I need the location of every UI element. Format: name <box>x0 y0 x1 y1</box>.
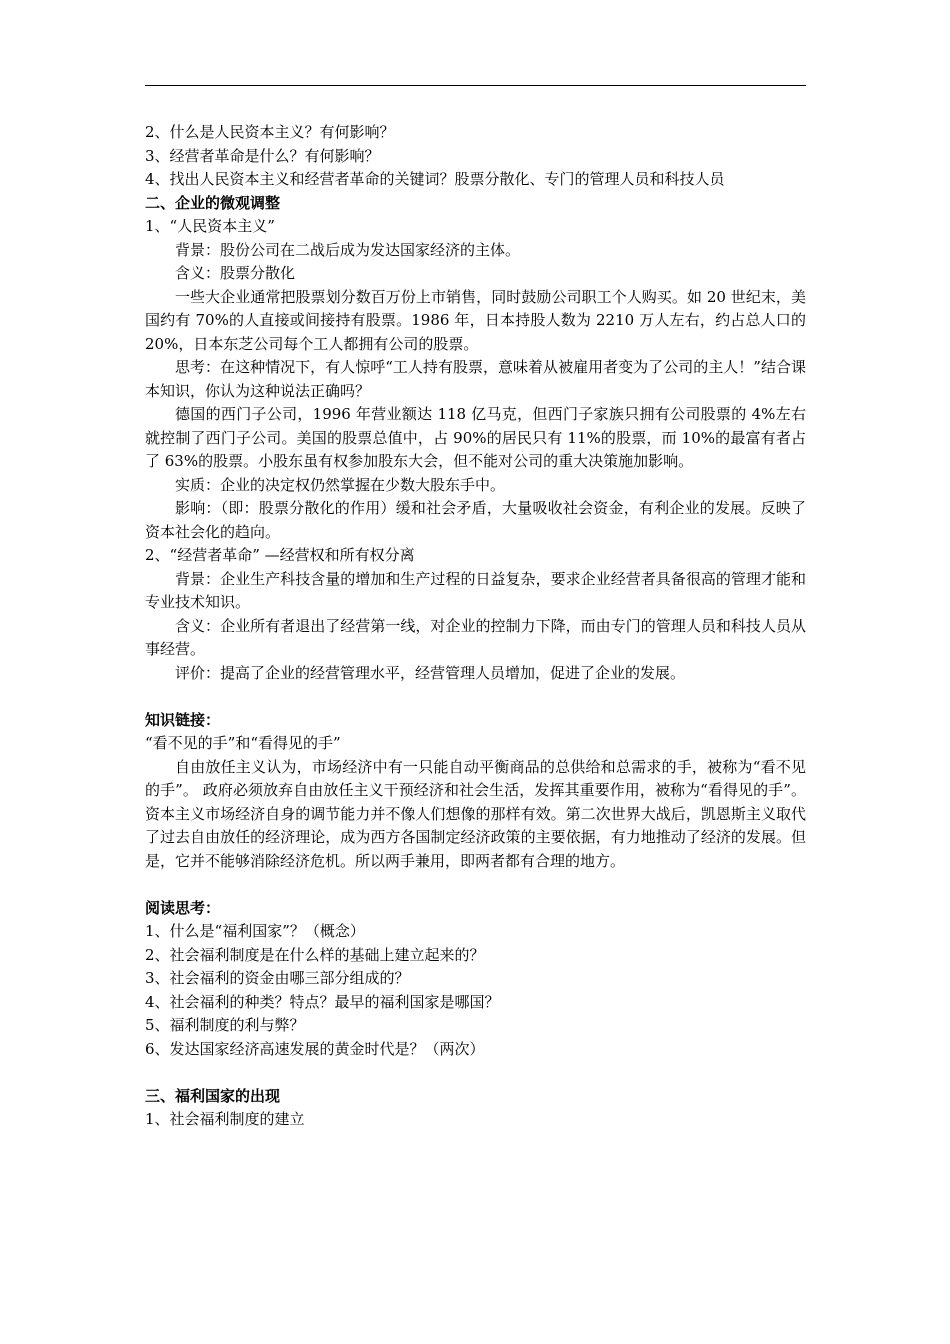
reading-question-4: 4、社会福利的种类？特点？最早的福利国家是哪国？ <box>145 992 500 1011</box>
document-body <box>145 121 806 1132</box>
thinking-1: 思考：在这种情况下，有人惊呼“工人持有股票，意味着从被雇用者变为了公司的主人！”结合课本知识，你认为这种说法正确吗？ <box>145 358 806 400</box>
header-rule <box>145 85 806 86</box>
example-1: 一些大企业通常把股票划分数百万份上市销售，同时鼓励公司职工个人购买。如 20 世纪末，美国约有 70%的人直接或间接持有股票。1986 年，日本持股人数为 2210 万人左右，约占总人口的 20%，日本东芝公司每个工人都拥有公司的股票。 <box>145 287 806 353</box>
spacer <box>145 1061 806 1085</box>
subsection-welfare-system: 1、社会福利制度的建立 <box>145 1110 305 1128</box>
evaluation-2: 评价：提高了企业的经营管理水平，经营管理人员增加，促进了企业的发展。 <box>175 663 686 682</box>
impact-1: 影响：（即：股票分散化的作用）缓和社会矛盾，大量吸收社会资金，有利企业的发展。反映了资本社会化的趋向。 <box>145 499 806 541</box>
subsection-people-capitalism: 1、“人民资本主义” <box>145 217 275 235</box>
background-2: 背景：企业生产科技含量的增加和生产过程的日益复杂，要求企业经营者具备很高的管理才能和专业技术知识。 <box>145 569 806 611</box>
knowledge-link-subtitle: “看不见的手”和“看得见的手” <box>145 734 341 752</box>
reading-question-5: 5、福利制度的利与弊？ <box>145 1016 305 1034</box>
reading-question-3: 3、社会福利的资金由哪三部分组成的？ <box>145 969 410 987</box>
section-heading-3: 三、福利国家的出现 <box>145 1086 281 1105</box>
definition-1: 含义：股票分散化 <box>175 264 296 282</box>
essence: 实质：企业的决定权仍然掌握在少数大股东手中。 <box>175 475 506 494</box>
spacer <box>145 685 806 709</box>
reading-question-6: 6、发达国家经济高速发展的黄金时代是？（两次） <box>145 1039 485 1058</box>
reading-question-2: 2、社会福利制度是在什么样的基础上建立起来的？ <box>145 945 485 964</box>
question-4: 4、找出人民资本主义和经营者革命的关键词？股票分散化、专门的管理人员和科技人员 <box>145 170 725 188</box>
question-3: 3、经营者革命是什么？有何影响？ <box>145 146 380 165</box>
reading-question-1: 1、什么是“福利国家”？（概念） <box>145 922 365 940</box>
spacer <box>145 873 806 897</box>
definition-2: 含义：企业所有者退出了经营第一线，对企业的控制力下降，而由专门的管理人员和科技人员从事经营。 <box>145 616 806 658</box>
example-2: 德国的西门子公司，1996 年营业额达 118 亿马克，但西门子家族只拥有公司股票的 4%左右就控制了西门子公司。美国的股票总值中，占 90%的居民只有 11%的股票，而 10%的最富有者占了 63%的股票。小股东虽有权参加股东大会，但不能对公司的重大决策施加影响。 <box>145 405 806 470</box>
knowledge-link-title: 知识链接： <box>145 710 221 729</box>
question-2: 2、什么是人民资本主义？有何影响？ <box>145 123 395 141</box>
background-1: 背景：股份公司在二战后成为发达国家经济的主体。 <box>175 240 521 259</box>
subsection-managerial-revolution: 2、“经营者革命” —经营权和所有权分离 <box>145 546 415 564</box>
knowledge-link-body: 自由放任主义认为，市场经济中有一只能自动平衡商品的总供给和总需求的手，被称为“看不见的手”。 政府必须放弃自由放任主义干预经济和社会生活，发挥其重要作用，被称为“看得见的手”。 资本主义市场经济自身的调节能力并不像人们想像的那样有效。第二次世界大战后，凯恩斯主义取代了过去自由放任的经济理论，成为西方各国制定经济政策的主要依据，有力地推动了经济的发展。但是，它并不能够消除经济危机。所以两手兼用，即两者都有合理的地方。 <box>145 757 806 870</box>
section-heading-2: 二、企业的微观调整 <box>145 193 281 212</box>
reading-title: 阅读思考： <box>145 898 221 917</box>
